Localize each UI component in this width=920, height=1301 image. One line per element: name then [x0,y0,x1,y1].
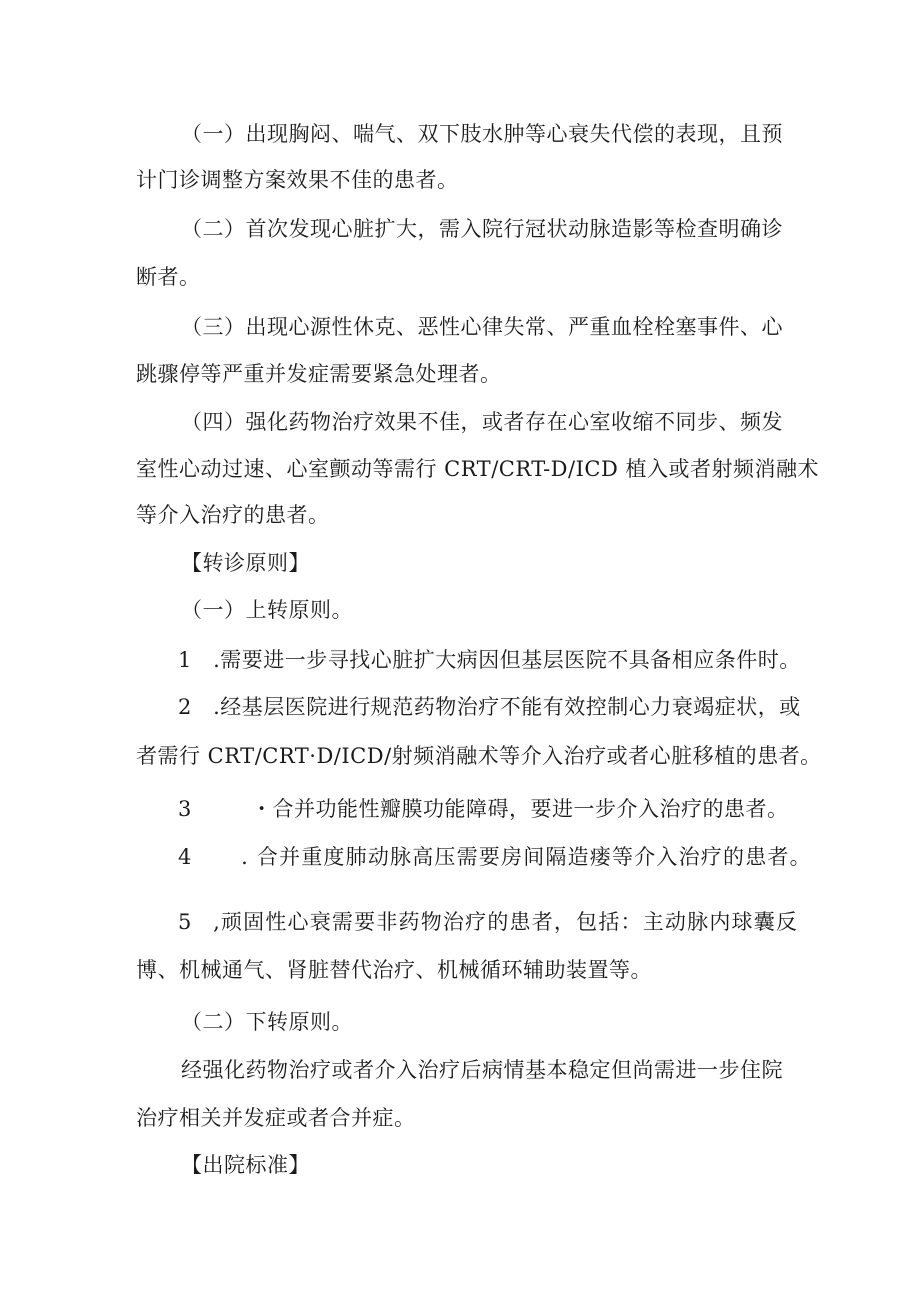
p1-line1: （一）出现胸闷、喘气、双下肢水肿等心衰失代偿的表现，且预 [181,122,783,146]
p2-line2: 断者。 [136,265,201,289]
downward-text-line1: 经强化药物治疗或者介入治疗后病情基本稳定但尚需进一步住院 [181,1058,783,1082]
p4-line1: （四）强化药物治疗效果不佳，或者存在心室收缩不同步、频发 [181,410,783,434]
p4-line3: 等介入治疗的患者。 [136,503,330,527]
list-item-text: ,顽固性心衰需要非药物治疗的患者，包括：主动脉内球囊反 [213,910,799,934]
list-item-number: 2 [178,695,192,719]
list-item-number: 3 [178,797,192,821]
downward-text-line2: 治疗相关并发症或者合并症。 [136,1106,416,1130]
list-item-text: ・合并功能性瓣膜功能障碍，要进一步介入治疗的患者。 [251,797,789,821]
list-item-number: 4 [178,845,192,869]
list-item-text: .需要进一步寻找心脏扩大病因但基层医院不具备相应条件时。 [213,648,801,672]
list-item-4 [178,843,812,871]
p4-line2: 室性心动过速、心室颤动等需行 CRT/CRT-D/ICD 植入或者射频消融术 [136,457,819,481]
p3-line2: 跳骤停等严重并发症需要紧急处理者。 [136,362,502,386]
list-item-2-line2: 者需行 CRT∕CRT·D∕ICD∕射频消融术等介入治疗或者心脏移植的患者。 [136,744,822,768]
subheading-upward-transfer: （一）上转原则。 [181,598,353,622]
heading-transfer-principles: 【转诊原则】 [181,551,310,575]
p2-line1: （二）首次发现心脏扩大，需入院行冠状动脉造影等检查明确诊 [181,217,783,241]
list-item-text: .经基层医院进行规范药物治疗不能有效控制心力衰竭症状，或 [213,695,801,719]
list-item-number: 5 [178,910,192,934]
subheading-downward-transfer: （二）下转原则。 [181,1010,353,1034]
p3-line1: （三）出现心源性休克、恶性心律失常、严重血栓栓塞事件、心 [181,315,783,339]
list-item-5-line1 [178,908,798,936]
list-item-3 [178,795,789,823]
list-item-1 [178,646,801,674]
list-item-number: 1 [178,648,192,672]
p1-line2: 计门诊调整方案效果不佳的患者。 [136,168,459,192]
list-item-text: . 合并重度肺动脉高压需要房间隔造瘘等介入治疗的患者。 [241,845,812,869]
list-item-5-line2: 博、机械通气、肾脏替代治疗、机械循环辅助装置等。 [136,958,652,982]
heading-discharge-criteria: 【出院标准】 [181,1153,310,1177]
list-item-2-line1 [178,693,801,721]
